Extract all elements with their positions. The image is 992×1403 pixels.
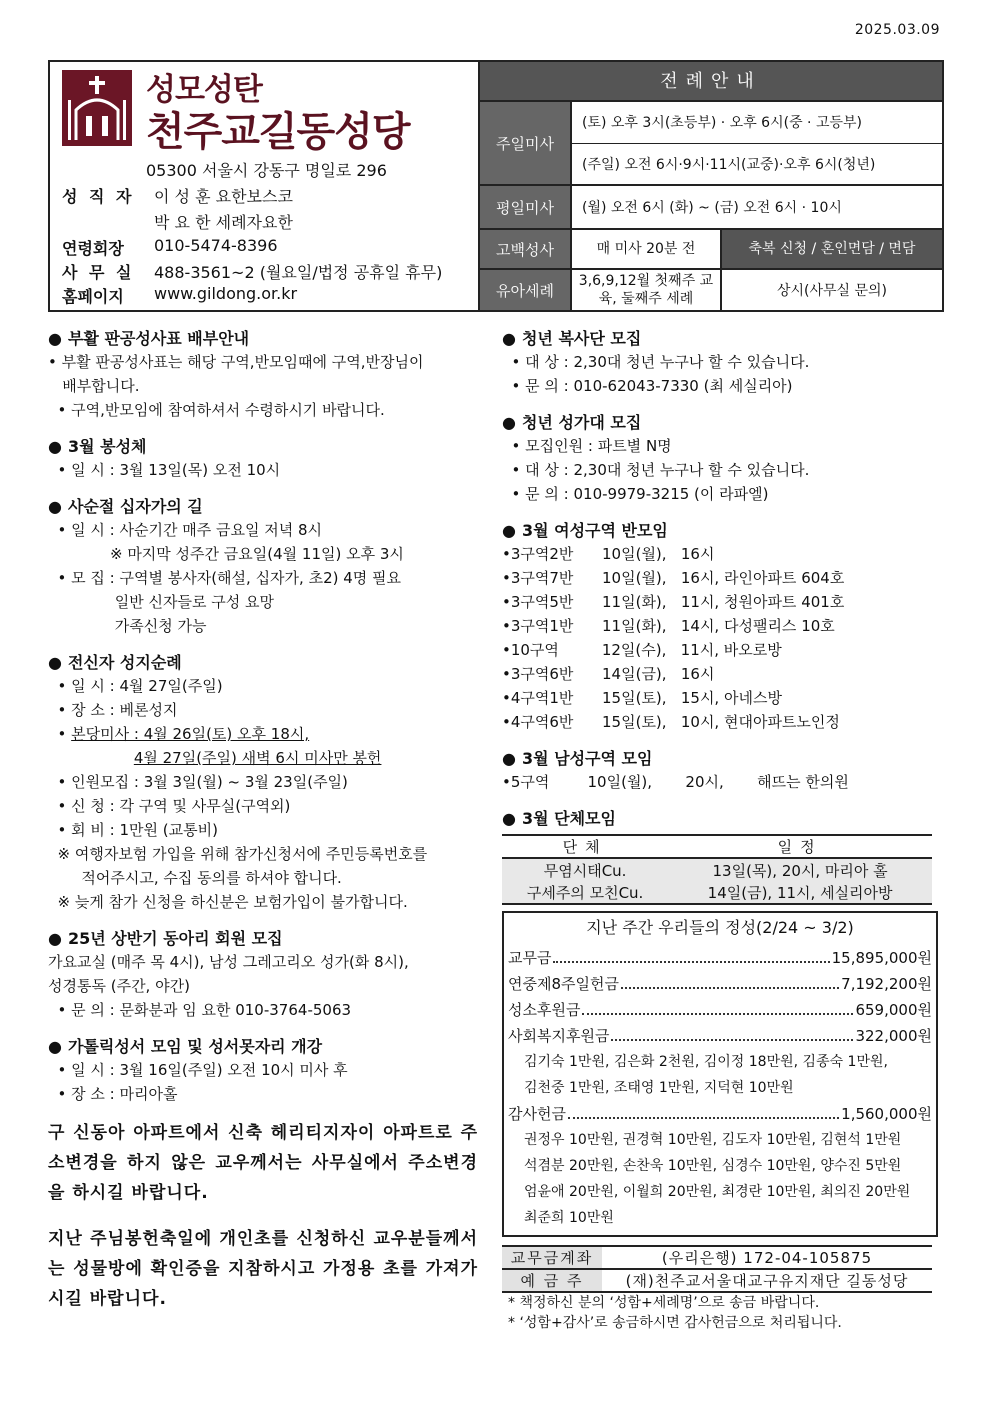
homepage-link[interactable]: www.gildong.or.kr bbox=[154, 284, 298, 303]
section-title: ● 3월 단체모임 bbox=[502, 808, 942, 830]
list-item: • 신 청 : 각 구역 및 사무실(구역외) bbox=[48, 797, 291, 815]
account-number: (우리은행) 172-04-105875 bbox=[602, 1246, 932, 1269]
account-holder: (재)천주교서울대교구유지재단 길동성당 bbox=[602, 1269, 932, 1292]
address-change-notice: 구 신동아 아파트에서 신축 헤리티지자이 아파트로 주소변경을 하지 않은 교우께서는 사무실에서 주소변경을 하시길 바랍니다. bbox=[48, 1123, 478, 1203]
bank-account-table bbox=[502, 1245, 932, 1293]
offering-row: 감사헌금 1,560,000원 bbox=[508, 1101, 932, 1127]
section-title: ● 3월 남성구역 모임 bbox=[502, 748, 942, 770]
list-item: •3구역1반 11일(화), 14시, 다성팰리스 10호 bbox=[502, 617, 835, 635]
sunday-mass-row bbox=[480, 102, 942, 186]
section-title: ● 청년 복사단 모집 bbox=[502, 328, 942, 350]
weekday-mass-row bbox=[480, 186, 942, 230]
parish-mass-notice-2: 4월 27일(주일) 새벽 6시 미사만 봉헌 bbox=[133, 749, 382, 767]
donor-names: 김천중 1만원, 조태영 1만원, 지덕현 10만원 bbox=[524, 1080, 794, 1096]
liturgy-guide-title: 전례안내 bbox=[480, 62, 942, 102]
list-item: ※ 여행자보험 가입을 위해 참가신청서에 주민등록번호를 bbox=[48, 845, 428, 863]
group-schedule: 14일(금), 11시, 세실리아방 bbox=[668, 881, 932, 904]
left-column bbox=[48, 328, 478, 1314]
list-item: • 대 상 : 2,30대 청년 누구나 할 수 있습니다. bbox=[502, 353, 810, 371]
section-title: ● 가톨릭성서 모임 및 성서못자리 개강 bbox=[48, 1036, 478, 1058]
anytime-inquiry: 상시(사무실 문의) bbox=[776, 283, 888, 299]
confession-time: 매 미사 20분 전 bbox=[572, 230, 722, 268]
offering-row: 성소후원금 659,000원 bbox=[508, 997, 932, 1023]
table-row bbox=[502, 881, 932, 904]
list-item: • 일 시 : 3월 16일(주일) 오전 10시 미사 후 bbox=[48, 1061, 348, 1079]
remit-note: * ‘성함+감사’로 송금하시면 감사헌금으로 처리됩니다. bbox=[508, 1315, 842, 1331]
section-title: ● 25년 상반기 동아리 회원 모집 bbox=[48, 928, 478, 950]
remit-note: * 책정하신 분의 ‘성함+세례명’으로 송금 바랍니다. bbox=[508, 1295, 820, 1311]
group-name: 구세주의 모친Cu. bbox=[502, 881, 668, 904]
baptism-schedule: 3,6,9,12월 첫째주 교육, 둘째주 세례 bbox=[572, 270, 722, 310]
office-row bbox=[62, 260, 442, 283]
bulletin-header bbox=[48, 60, 944, 312]
parish-info bbox=[50, 62, 480, 310]
table-row bbox=[502, 858, 932, 881]
homepage-row bbox=[62, 284, 297, 307]
parish-subtitle: 성모성탄 bbox=[146, 72, 262, 108]
liturgy-guide bbox=[480, 62, 942, 310]
list-item: 적어주시고, 수집 동의를 하셔야 합니다. bbox=[48, 869, 342, 887]
list-item: • 인원모집 : 3월 3일(월) ~ 3월 23일(주일) bbox=[48, 773, 348, 791]
list-item: • 부활 판공성사표는 해당 구역,반모임때에 구역,반장님이 bbox=[48, 353, 424, 371]
baptism-label: 유아세례 bbox=[480, 270, 572, 310]
weekday-mass-times: (월) 오전 6시 (화) ~ (금) 오전 6시 · 10시 bbox=[582, 200, 842, 216]
baptism-row bbox=[480, 270, 942, 310]
list-item: • 구역,반모임에 참여하셔서 수령하시기 바랍니다. bbox=[48, 401, 385, 419]
candle-pickup-notice: 지난 주님봉헌축일에 개인초를 신청하신 교우분들께서는 성물방에 확인증을 지참하시고 가정용 초를 가져가시길 바랍니다. bbox=[48, 1229, 478, 1309]
list-item: • 회 비 : 1만원 (교통비) bbox=[48, 821, 218, 839]
bulletin-date: 2025.03.09 bbox=[854, 22, 940, 38]
section-title: ● 3월 봉성체 bbox=[48, 436, 478, 458]
list-item: •5구역 10일(월), 20시, 해뜨는 한의원 bbox=[502, 773, 849, 791]
clergy-name-1: 이 성 훈 요한보스코 bbox=[154, 187, 293, 206]
list-item: • 일 시 : 사순기간 매주 금요일 저녁 8시 bbox=[48, 521, 322, 539]
list-item: ※ 늦게 참가 신청을 하신분은 보험가입이 불가합니다. bbox=[48, 893, 408, 911]
sunday-mass-sat: (토) 오후 3시(초등부) · 오후 6시(중 · 고등부) bbox=[582, 115, 862, 132]
right-column bbox=[502, 328, 942, 1333]
list-item: 가요교실 (매주 목 4시), 남성 그레고리오 성가(화 8시), bbox=[48, 953, 409, 971]
donor-names: 김기숙 1만원, 김은화 2천원, 김이정 18만원, 김종숙 1만원, bbox=[524, 1054, 888, 1070]
group-schedule: 13일(목), 20시, 마리아 홀 bbox=[668, 858, 932, 881]
list-item: • 문 의 : 010-9979-3215 (이 라파엘) bbox=[502, 485, 769, 503]
list-item: • 일 시 : 3월 13일(목) 오전 10시 bbox=[48, 461, 281, 479]
donor-names: 권정우 10만원, 권경혁 10만원, 김도자 10만원, 김현석 1만원 bbox=[524, 1132, 902, 1148]
donor-names: 석겸분 20만원, 손찬욱 10만원, 심경수 10만원, 양수진 5만원 bbox=[524, 1158, 902, 1174]
office-phone: 488-3561~2 (월요일/법정 공휴일 휴무) bbox=[154, 263, 443, 282]
list-item: •3구역5반 11일(화), 11시, 청원아파트 401호 bbox=[502, 593, 845, 611]
list-item: • 문 의 : 문화분과 임 요한 010-3764-5063 bbox=[48, 1001, 352, 1019]
offering-row: 교무금 15,895,000원 bbox=[508, 945, 932, 971]
section-title: ● 3월 여성구역 반모임 bbox=[502, 520, 942, 542]
donor-names: 최준희 10만원 bbox=[524, 1210, 614, 1226]
homepage-label: 홈페이지 bbox=[62, 287, 124, 306]
list-item bbox=[48, 746, 478, 770]
section-title: ● 사순절 십자가의 길 bbox=[48, 496, 478, 518]
section-title: ● 전신자 성지순례 bbox=[48, 652, 478, 674]
clergy-row-2 bbox=[62, 210, 293, 233]
list-item: 가족신청 가능 bbox=[48, 617, 207, 635]
list-item: •10구역 12일(수), 11시, 바오로방 bbox=[502, 641, 782, 659]
list-item: •3구역7반 10일(월), 16시, 라인아파트 604호 bbox=[502, 569, 845, 587]
offering-row: 사회복지후원금 322,000원 bbox=[508, 1023, 932, 1049]
list-item: 성경통독 (주간, 야간) bbox=[48, 977, 190, 995]
clergy-label: 성 직 자 bbox=[62, 187, 135, 206]
list-item: • 본당미사 : 4월 26일(토) 오후 18시, bbox=[48, 725, 310, 743]
parish-name: 천주교길동성당 bbox=[146, 109, 410, 155]
table-header: 단체 bbox=[502, 835, 668, 858]
blessing-request: 축복 신청 / 혼인면담 / 면담 bbox=[722, 230, 942, 268]
sunday-mass-sun: (주일) 오전 6시·9시·11시(교중)·오후 6시(청년) bbox=[572, 143, 942, 185]
offering-title: 지난 주간 우리들의 정성(2/24 ~ 3/2) bbox=[586, 918, 854, 937]
donor-names: 엄윤애 20만원, 이월희 20만원, 최경란 10만원, 최의진 20만원 bbox=[524, 1184, 911, 1200]
account-label: 교무금계좌 bbox=[502, 1246, 602, 1269]
sunday-mass-label: 주일미사 bbox=[480, 102, 572, 184]
offering-box bbox=[502, 911, 938, 1237]
list-item: • 장 소 : 베론성지 bbox=[48, 701, 178, 719]
list-item: •4구역6반 15일(토), 10시, 현대아파트노인정 bbox=[502, 713, 840, 731]
list-item: 일반 신자들로 구성 요망 bbox=[48, 593, 274, 611]
section-title: ● 청년 성가대 모집 bbox=[502, 412, 942, 434]
clergy-name-2: 박 요 한 세례자요한 bbox=[154, 213, 293, 232]
council-row bbox=[62, 236, 278, 259]
offering-row: 연중제8주일헌금 7,192,200원 bbox=[508, 971, 932, 997]
parish-mass-notice: 본당미사 : 4월 26일(토) 오후 18시, bbox=[71, 725, 310, 743]
confession-row bbox=[480, 230, 942, 270]
holder-label: 예 금 주 bbox=[502, 1269, 602, 1292]
office-label: 사 무 실 bbox=[62, 263, 135, 282]
parish-address: 05300 서울시 강동구 명일로 296 bbox=[146, 161, 387, 180]
clergy-row bbox=[62, 184, 293, 207]
table-header: 일정 bbox=[668, 835, 932, 858]
list-item: • 장 소 : 마리아홀 bbox=[48, 1085, 178, 1103]
section-title: ● 부활 판공성사표 배부안내 bbox=[48, 328, 478, 350]
list-item: • 문 의 : 010-62043-7330 (최 세실리아) bbox=[502, 377, 793, 395]
list-item: 배부합니다. bbox=[48, 377, 140, 395]
list-item: •3구역6반 14일(금), 16시 bbox=[502, 665, 715, 683]
list-item: • 대 상 : 2,30대 청년 누구나 할 수 있습니다. bbox=[502, 461, 810, 479]
weekday-mass-label: 평일미사 bbox=[480, 186, 572, 228]
list-item: • 모집인원 : 파트별 N명 bbox=[502, 437, 672, 455]
group-schedule-table bbox=[502, 834, 932, 905]
list-item: • 모 집 : 구역별 봉사자(해설, 십자가, 초2) 4명 필요 bbox=[48, 569, 402, 587]
list-item: ※ 마지막 성주간 금요일(4월 11일) 오후 3시 bbox=[48, 545, 404, 563]
council-label: 연령회장 bbox=[62, 239, 124, 258]
list-item: •4구역1반 15일(토), 15시, 아네스방 bbox=[502, 689, 782, 707]
group-name: 무염시태Cu. bbox=[502, 858, 668, 881]
list-item: •3구역2반 10일(월), 16시 bbox=[502, 545, 715, 563]
council-phone: 010-5474-8396 bbox=[154, 236, 278, 255]
confession-label: 고백성사 bbox=[480, 230, 572, 268]
list-item: • 일 시 : 4월 27일(주일) bbox=[48, 677, 223, 695]
church-logo-icon bbox=[62, 70, 132, 146]
